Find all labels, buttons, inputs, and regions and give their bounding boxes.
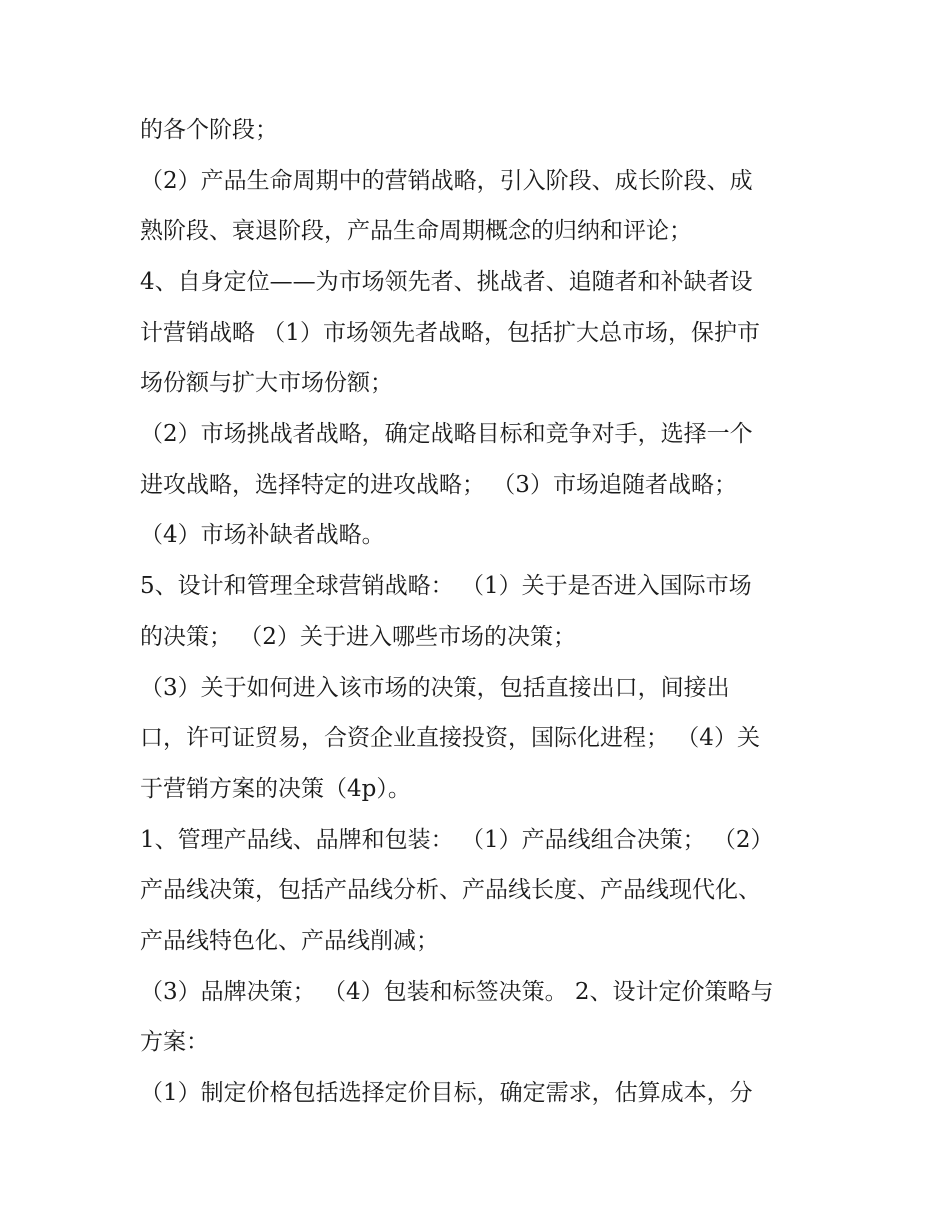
text-line: 进攻战略，选择特定的进攻战略； （3）市场追随者战略； bbox=[140, 472, 737, 498]
text-line: （2）产品生命周期中的营销战略，引入阶段、成长阶段、成 bbox=[140, 168, 753, 194]
text-line: 产品线决策，包括产品线分析、产品线长度、产品线现代化、 bbox=[140, 877, 761, 903]
text-line: 熟阶段、衰退阶段，产品生命周期概念的归纳和评论； bbox=[140, 218, 692, 244]
text-line: 4、自身定位——为市场领先者、挑战者、追随者和补缺者设 bbox=[140, 269, 753, 295]
text-line: 的各个阶段； bbox=[140, 117, 278, 143]
text-line: （3）品牌决策； （4）包装和标签决策。 2、设计定价策略与 bbox=[140, 979, 774, 1005]
text-line: 计营销战略 （1）市场领先者战略，包括扩大总市场，保护市 bbox=[140, 320, 760, 346]
text-line: 口，许可证贸易，合资企业直接投资，国际化进程； （4）关 bbox=[140, 725, 760, 751]
text-line: （4）市场补缺者战略。 bbox=[140, 522, 385, 548]
text-line: 的决策； （2）关于进入哪些市场的决策； bbox=[140, 624, 576, 650]
text-line: （3）关于如何进入该市场的决策，包括直接出口，间接出 bbox=[140, 675, 730, 701]
text-line: 1、管理产品线、品牌和包装： （1）产品线组合决策； （2） bbox=[140, 827, 774, 853]
text-line: 产品线特色化、产品线削减； bbox=[140, 928, 439, 954]
text-line: 于营销方案的决策（4p）。 bbox=[140, 776, 411, 802]
text-line: 5、设计和管理全球营销战略： （1）关于是否进入国际市场 bbox=[140, 573, 752, 599]
text-line: （2）市场挑战者战略，确定战略目标和竞争对手，选择一个 bbox=[140, 421, 753, 447]
text-line: （1）制定价格包括选择定价目标，确定需求，估算成本，分 bbox=[140, 1080, 753, 1106]
text-line: 场份额与扩大市场份额； bbox=[140, 370, 393, 396]
text-line: 方案： bbox=[140, 1029, 209, 1055]
